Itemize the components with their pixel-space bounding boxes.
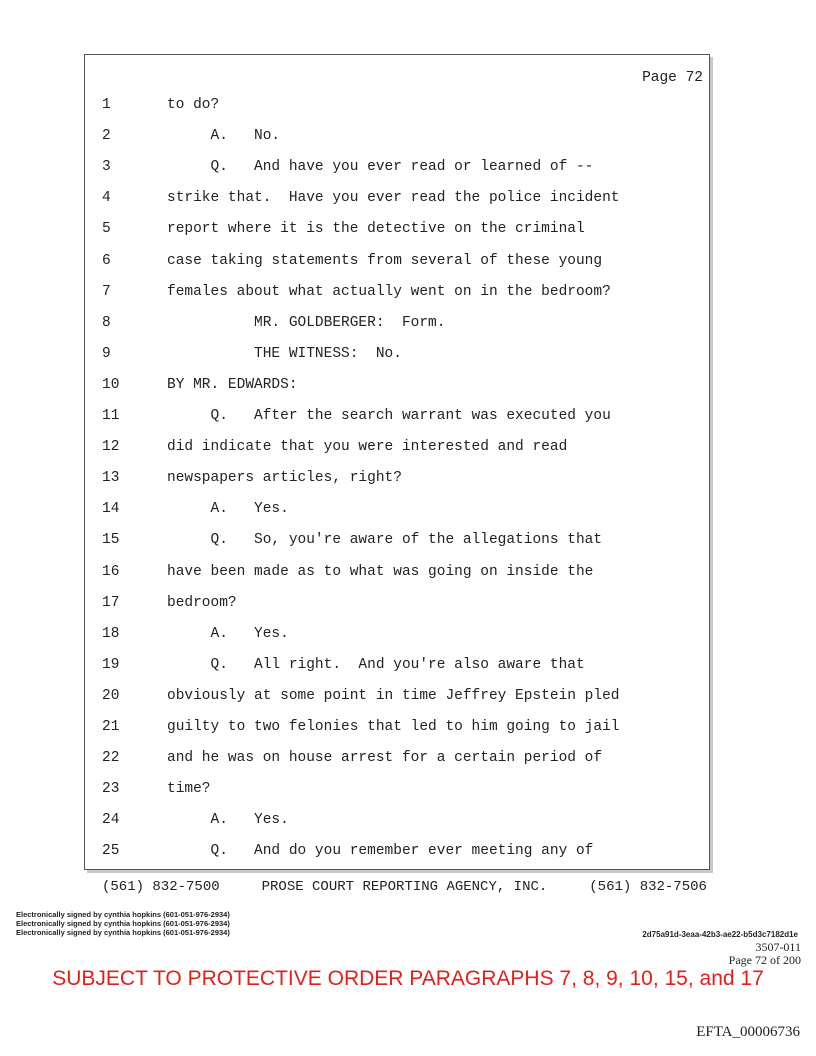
transcript-line <box>85 284 705 304</box>
line-text: and he was on house arrest for a certain period of <box>167 750 603 767</box>
transcript-line <box>85 470 705 490</box>
line-text: BY MR. EDWARDS: <box>167 376 298 393</box>
transcript-line <box>85 688 705 708</box>
line-text: A. Yes. <box>167 501 289 518</box>
line-text: Q. And do you remember ever meeting any of <box>167 843 594 860</box>
page-of-count: Page 72 of 200 <box>728 953 801 967</box>
transcript-line <box>85 750 705 770</box>
line-text: A. Yes. <box>167 625 289 642</box>
line-text: have been made as to what was going on inside the <box>167 563 594 580</box>
transcript-line <box>85 408 705 428</box>
line-number: 18 <box>102 625 120 642</box>
line-number: 22 <box>102 750 120 767</box>
transcript-line <box>85 719 705 739</box>
transcript-line <box>85 221 705 241</box>
transcript-line <box>85 97 705 117</box>
line-number: 2 <box>102 128 111 145</box>
line-number: 12 <box>102 439 120 456</box>
line-text: females about what actually went on in the bedroom? <box>167 283 611 300</box>
line-number: 3 <box>102 159 111 176</box>
transcript-line <box>85 346 705 366</box>
line-number: 14 <box>102 501 120 518</box>
line-text: Q. All right. And you're also aware that <box>167 656 585 673</box>
line-text: time? <box>167 781 211 798</box>
agency-footer: (561) 832-7500 PROSE COURT REPORTING AGENCY, INC. (561) 832-7506 <box>102 879 707 895</box>
line-number: 23 <box>102 781 120 798</box>
line-number: 4 <box>102 190 111 207</box>
transcript-line <box>85 439 705 459</box>
line-number: 15 <box>102 532 120 549</box>
transcript-line <box>85 501 705 521</box>
transcript-line <box>85 657 705 677</box>
line-number: 7 <box>102 283 111 300</box>
line-number: 25 <box>102 843 120 860</box>
line-number: 24 <box>102 812 120 829</box>
transcript-line <box>85 812 705 832</box>
transcript-line <box>85 315 705 335</box>
line-number: 11 <box>102 408 120 424</box>
protective-order-notice: SUBJECT TO PROTECTIVE ORDER PARAGRAPHS 7, 8, 9, 10, 15, and 17 <box>52 967 764 990</box>
transcript-line <box>85 843 705 863</box>
line-text: bedroom? <box>167 594 237 611</box>
line-text: THE WITNESS: No. <box>167 345 402 362</box>
line-text: report where it is the detective on the criminal <box>167 221 585 238</box>
line-number: 8 <box>102 314 111 331</box>
line-text: case taking statements from several of these young <box>167 252 603 269</box>
line-number: 5 <box>102 221 111 238</box>
line-number: 1 <box>102 97 111 113</box>
line-text: Q. After the search warrant was executed you <box>167 408 611 424</box>
signature-line: Electronically signed by cynthia hopkins (601-051-976-2934) <box>16 928 230 937</box>
transcript-line <box>85 377 705 397</box>
page-label: Page 72 <box>642 70 703 86</box>
efta-number: EFTA_00006736 <box>696 1024 800 1040</box>
line-number: 17 <box>102 594 120 611</box>
transcript-line <box>85 159 705 179</box>
transcript-line <box>85 190 705 210</box>
line-number: 9 <box>102 345 111 362</box>
line-text: Q. So, you're aware of the allegations that <box>167 532 603 549</box>
document-ref: 3507-011 <box>755 940 801 954</box>
line-number: 21 <box>102 719 120 735</box>
line-number: 10 <box>102 376 120 393</box>
line-number: 13 <box>102 470 120 487</box>
line-text: guilty to two felonies that led to him going to jail <box>167 719 620 735</box>
line-number: 20 <box>102 687 120 704</box>
line-text: A. Yes. <box>167 812 289 829</box>
transcript-line <box>85 626 705 646</box>
document-hash: 2d75a91d-3eaa-42b3-ae22-b5d3c7182d1e <box>642 930 798 939</box>
line-text: MR. GOLDBERGER: Form. <box>167 314 446 331</box>
line-text: strike that. Have you ever read the police incident <box>167 190 620 207</box>
signature-line: Electronically signed by cynthia hopkins (601-051-976-2934) <box>16 910 230 919</box>
line-number: 19 <box>102 656 120 673</box>
transcript-line <box>85 781 705 801</box>
line-text: newspapers articles, right? <box>167 470 402 487</box>
transcript-line <box>85 532 705 552</box>
signature-line: Electronically signed by cynthia hopkins (601-051-976-2934) <box>16 919 230 928</box>
line-text: A. No. <box>167 128 281 145</box>
line-number: 16 <box>102 563 120 580</box>
line-text: to do? <box>167 97 220 113</box>
line-text: Q. And have you ever read or learned of -- <box>167 159 594 176</box>
transcript-line <box>85 253 705 273</box>
transcript-line <box>85 564 705 584</box>
transcript-line <box>85 595 705 615</box>
transcript-line <box>85 128 705 148</box>
line-text: obviously at some point in time Jeffrey Epstein pled <box>167 687 620 704</box>
line-text: did indicate that you were interested and read <box>167 439 568 456</box>
line-number: 6 <box>102 252 111 269</box>
transcript-page <box>84 54 710 870</box>
